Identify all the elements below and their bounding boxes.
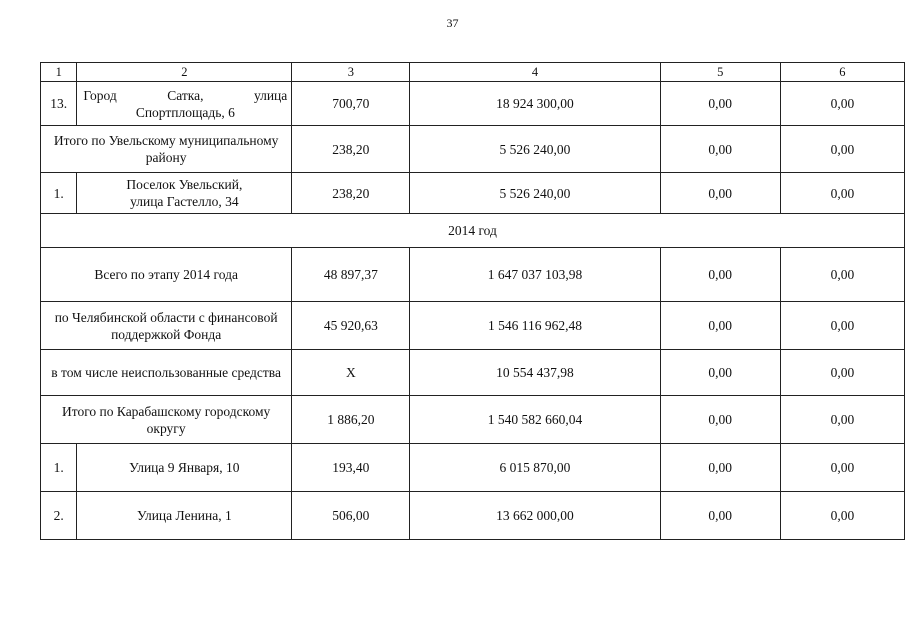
col5-value: 0,00 xyxy=(660,492,780,540)
col6-value: 0,00 xyxy=(780,444,904,492)
year-heading: 2014 год xyxy=(41,214,905,248)
address-line: улица Гастелло, 34 xyxy=(130,194,239,209)
address-cell xyxy=(77,82,292,126)
col5-value: 0,00 xyxy=(660,248,780,302)
col6-value: 0,00 xyxy=(780,396,904,444)
address-line: Поселок Увельский, xyxy=(126,177,243,192)
region-row xyxy=(41,302,905,350)
col6-value: 0,00 xyxy=(780,248,904,302)
total-row xyxy=(41,248,905,302)
column-header: 4 xyxy=(410,63,660,82)
subtotal-row xyxy=(41,396,905,444)
cost-value: 1 647 037 103,98 xyxy=(410,248,660,302)
area-value: 238,20 xyxy=(292,173,410,214)
address-cell: Улица 9 Января, 10 xyxy=(77,444,292,492)
area-value: 700,70 xyxy=(292,82,410,126)
cost-value: 6 015 870,00 xyxy=(410,444,660,492)
col5-value: 0,00 xyxy=(660,126,780,173)
col6-value: 0,00 xyxy=(780,492,904,540)
table-row xyxy=(41,444,905,492)
address-cell: Улица Ленина, 1 xyxy=(77,492,292,540)
col5-value: 0,00 xyxy=(660,302,780,350)
year-section-row xyxy=(41,214,905,248)
address-line: Спортплощадь, 6 xyxy=(135,104,235,120)
subtotal-row xyxy=(41,126,905,173)
area-value: 506,00 xyxy=(292,492,410,540)
column-header: 6 xyxy=(780,63,904,82)
row-number: 2. xyxy=(41,492,77,540)
cost-value: 10 554 437,98 xyxy=(410,350,660,396)
area-value: X xyxy=(292,350,410,396)
col6-value: 0,00 xyxy=(780,82,904,126)
area-value: 238,20 xyxy=(292,126,410,173)
table-row xyxy=(41,82,905,126)
column-header: 2 xyxy=(77,63,292,82)
col5-value: 0,00 xyxy=(660,82,780,126)
row-number: 13. xyxy=(41,82,77,126)
cost-value: 1 540 582 660,04 xyxy=(410,396,660,444)
cost-value: 13 662 000,00 xyxy=(410,492,660,540)
page-number: 37 xyxy=(446,16,459,30)
col5-value: 0,00 xyxy=(660,350,780,396)
col6-value: 0,00 xyxy=(780,126,904,173)
col5-value: 0,00 xyxy=(660,396,780,444)
row-number: 1. xyxy=(41,173,77,214)
unused-funds-row xyxy=(41,350,905,396)
col5-value: 0,00 xyxy=(660,173,780,214)
column-header: 3 xyxy=(292,63,410,82)
table-row xyxy=(41,173,905,214)
area-value: 1 886,20 xyxy=(292,396,410,444)
col6-value: 0,00 xyxy=(780,350,904,396)
col6-value: 0,00 xyxy=(780,173,904,214)
subtotal-label: Итого по Увельскому муниципальному району xyxy=(41,126,292,173)
address-cell xyxy=(77,173,292,214)
region-label: по Челябинской области с финансовой поддержкой Фонда xyxy=(41,302,292,350)
address-line: Город Сатка, улица xyxy=(83,87,288,103)
area-value: 45 920,63 xyxy=(292,302,410,350)
column-number-header-row xyxy=(41,63,905,82)
column-header: 1 xyxy=(41,63,77,82)
housing-program-table xyxy=(40,62,905,540)
subtotal-label: Итого по Карабашскому городскому округу xyxy=(41,396,292,444)
table-row xyxy=(41,492,905,540)
cost-value: 5 526 240,00 xyxy=(410,126,660,173)
total-label: Всего по этапу 2014 года xyxy=(41,248,292,302)
row-number: 1. xyxy=(41,444,77,492)
unused-funds-label: в том числе неиспользованные средства xyxy=(41,350,292,396)
cost-value: 5 526 240,00 xyxy=(410,173,660,214)
cost-value: 18 924 300,00 xyxy=(410,82,660,126)
col5-value: 0,00 xyxy=(660,444,780,492)
column-header: 5 xyxy=(660,63,780,82)
cost-value: 1 546 116 962,48 xyxy=(410,302,660,350)
area-value: 48 897,37 xyxy=(292,248,410,302)
area-value: 193,40 xyxy=(292,444,410,492)
col6-value: 0,00 xyxy=(780,302,904,350)
